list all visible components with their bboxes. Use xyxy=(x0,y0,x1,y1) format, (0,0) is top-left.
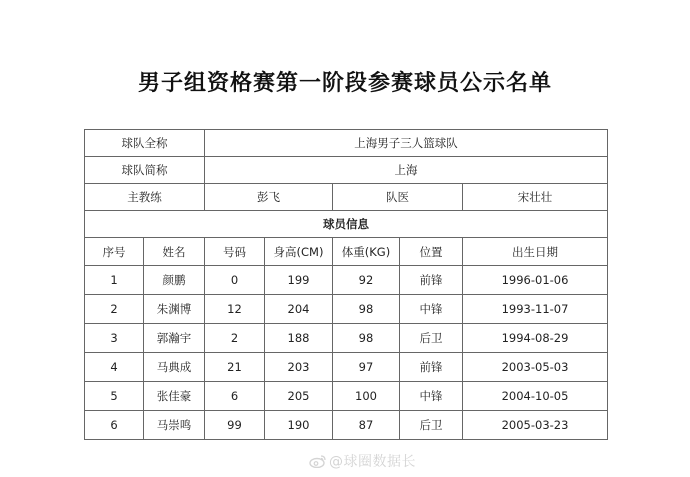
doctor-label: 队医 xyxy=(333,184,463,211)
column-header: 号码 xyxy=(205,238,265,266)
column-header: 出生日期 xyxy=(463,238,608,266)
player-position: 中锋 xyxy=(400,382,463,411)
player-weight: 97 xyxy=(333,353,400,382)
player-height: 203 xyxy=(265,353,333,382)
player-name: 颜鹏 xyxy=(144,266,205,295)
section-title: 球员信息 xyxy=(85,211,608,238)
player-birth: 1993-11-07 xyxy=(463,295,608,324)
column-header-row xyxy=(85,238,608,266)
player-seq: 3 xyxy=(85,324,144,353)
team-full-name-value: 上海男子三人篮球队 xyxy=(205,130,608,157)
player-height: 188 xyxy=(265,324,333,353)
player-name: 朱渊博 xyxy=(144,295,205,324)
player-name: 马崇鸣 xyxy=(144,411,205,440)
column-header: 身高(CM) xyxy=(265,238,333,266)
player-name: 郭瀚宇 xyxy=(144,324,205,353)
staff-row xyxy=(85,184,608,211)
player-position: 后卫 xyxy=(400,324,463,353)
table-row xyxy=(85,295,608,324)
player-seq: 6 xyxy=(85,411,144,440)
table-row xyxy=(85,353,608,382)
page-title: 男子组资格赛第一阶段参赛球员公示名单 xyxy=(137,71,552,96)
column-header: 姓名 xyxy=(144,238,205,266)
team-short-name-row xyxy=(85,157,608,184)
player-weight: 98 xyxy=(333,295,400,324)
team-short-name-label: 球队简称 xyxy=(85,157,205,184)
player-number: 6 xyxy=(205,382,265,411)
player-height: 205 xyxy=(265,382,333,411)
table-row xyxy=(85,411,608,440)
coach-value: 彭飞 xyxy=(205,184,333,211)
player-weight: 98 xyxy=(333,324,400,353)
watermark-text: @球圈数据长 xyxy=(329,454,416,470)
player-position: 前锋 xyxy=(400,353,463,382)
player-seq: 1 xyxy=(85,266,144,295)
section-row xyxy=(85,211,608,238)
player-birth: 1996-01-06 xyxy=(463,266,608,295)
player-height: 204 xyxy=(265,295,333,324)
weibo-icon xyxy=(309,454,327,468)
player-number: 0 xyxy=(205,266,265,295)
player-name: 马典成 xyxy=(144,353,205,382)
player-weight: 92 xyxy=(333,266,400,295)
team-short-name-value: 上海 xyxy=(205,157,608,184)
coach-label: 主教练 xyxy=(85,184,205,211)
roster-table xyxy=(84,129,608,440)
player-birth: 2003-05-03 xyxy=(463,353,608,382)
player-name: 张佳豪 xyxy=(144,382,205,411)
player-birth: 2004-10-05 xyxy=(463,382,608,411)
player-number: 12 xyxy=(205,295,265,324)
player-birth: 1994-08-29 xyxy=(463,324,608,353)
column-header: 序号 xyxy=(85,238,144,266)
player-position: 中锋 xyxy=(400,295,463,324)
column-header: 位置 xyxy=(400,238,463,266)
player-height: 190 xyxy=(265,411,333,440)
player-position: 前锋 xyxy=(400,266,463,295)
table-row xyxy=(85,324,608,353)
player-weight: 87 xyxy=(333,411,400,440)
player-number: 2 xyxy=(205,324,265,353)
player-weight: 100 xyxy=(333,382,400,411)
player-number: 99 xyxy=(205,411,265,440)
player-number: 21 xyxy=(205,353,265,382)
table-row xyxy=(85,266,608,295)
player-seq: 2 xyxy=(85,295,144,324)
table-row xyxy=(85,382,608,411)
doctor-value: 宋壮壮 xyxy=(463,184,608,211)
column-header: 体重(KG) xyxy=(333,238,400,266)
team-full-name-label: 球队全称 xyxy=(85,130,205,157)
player-seq: 5 xyxy=(85,382,144,411)
player-seq: 4 xyxy=(85,353,144,382)
player-height: 199 xyxy=(265,266,333,295)
team-full-name-row xyxy=(85,130,608,157)
player-position: 后卫 xyxy=(400,411,463,440)
watermark xyxy=(309,451,416,471)
player-birth: 2005-03-23 xyxy=(463,411,608,440)
